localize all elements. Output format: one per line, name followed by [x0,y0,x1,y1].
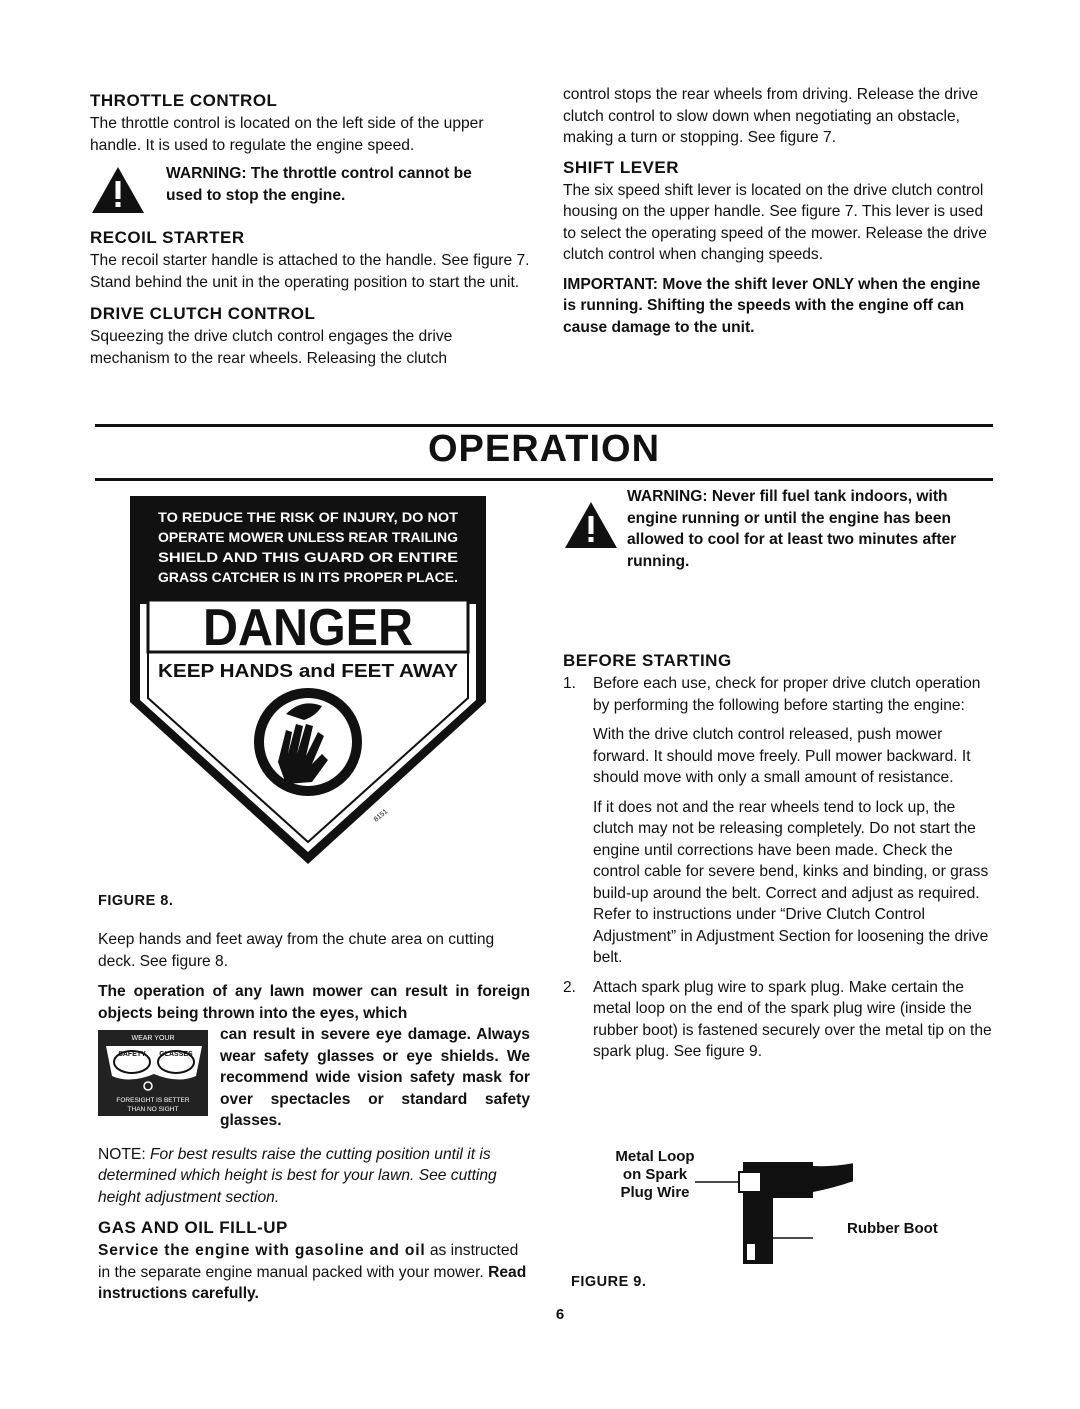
figure-9-callout-rubber-boot: Rubber Boot [847,1220,938,1237]
gas-heading: GAS AND OIL FILL-UP [98,1218,288,1237]
before-starting-list [563,673,995,1063]
list-item [563,673,995,969]
callout-line-1: Metal Loop [615,1148,695,1165]
danger-line-1: TO REDUCE THE RISK OF INJURY, DO NOT [158,509,459,525]
clutch-continued-text: control stops the rear wheels from driving. Release the drive clutch control to slow down when negotiating an obstacle, making a turn or stopping. See figure 7. [563,86,979,146]
gas-text-c: Read instructions carefully. [98,1263,527,1302]
gas-text-a: Service the engine with gasoline and oil [98,1242,426,1259]
drive-clutch-text: Squeezing the drive clutch control engages the drive mechanism to the rear wheels. Releasing the clutch [90,328,453,367]
page-number: 6 [555,1306,565,1323]
callout-line-2: on Spark [622,1166,688,1183]
list-item [563,977,995,1063]
badge-bottom-text-2: THAN NO SIGHT [127,1106,179,1113]
throttle-warning-text: WARNING: The throttle control cannot be used to stop the engine. [166,165,472,204]
title-rule-bottom [95,478,993,481]
page-title: OPERATION [427,428,661,470]
danger-code: 8151 [372,808,390,824]
drive-clutch-heading: DRIVE CLUTCH CONTROL [90,304,316,323]
eye-warning-text: can result in severe eye damage. Always wear safety glasses or eye shields. We recommend wide vision safety mask for over spectacles or standard safety glasses. [220,1026,530,1129]
figure-9-callout-metal-loop [605,1148,705,1202]
fuel-warning-text: WARNING: Never fill fuel tank indoors, with engine running or until the engine has been allowed to cool for at least two minutes after running. [627,488,957,570]
warning-triangle-icon [563,500,619,550]
throttle-heading: THROTTLE CONTROL [90,91,278,110]
hand-blade-icon [254,688,362,796]
spark-plug-boot-illustration [693,1148,853,1268]
danger-word: DANGER [203,599,413,657]
figure-9 [563,1148,1003,1338]
item-1-para-3: If it does not and the rear wheels tend to lock up, the clutch may not be releasing completely. Do not start the engine until corrections have been made. Check the control cable for severe bend, kinks and binding, or grass build-up around the belt. Correct and adjust as required. Refer to instructions under “Drive Clutch Control Adjustment” in Adjustment Section for loosening the drive belt. [593,798,989,966]
left-column-bottom [98,893,530,1305]
item-1-text: Before each use, check for proper drive clutch operation by performing the following before starting the engine: [593,675,981,714]
throttle-text: The throttle control is located on the left side of the upper handle. It is used to regulate the engine speed. [90,115,484,154]
recoil-text: The recoil starter handle is attached to the handle. See figure 7. Stand behind the unit in the operating position to start the unit. [90,252,530,291]
shift-text: The six speed shift lever is located on the drive clutch control housing on the upper handle. See figure 7. This lever is used to select the operating speed of the mower. Release the drive clutch control when changing speeds. [563,181,987,263]
before-starting-heading: BEFORE STARTING [563,651,732,670]
left-column-top [90,90,530,369]
item-2-text: Attach spark plug wire to spark plug. Make certain the metal loop on the end of the spark plug wire (inside the rubber boot) is fastened securely over the metal tip on the spark plug. See figure 9. [593,978,992,1060]
gas-paragraph [98,1240,530,1305]
item-1-para-2: With the drive clutch control released, push mower forward. It should move freely. Pull mower backward. It should move with only a small amount of resistance. [593,726,971,786]
danger-label [126,492,490,870]
title-rule-top [95,424,993,427]
figure-9-label: FIGURE 9. [571,1274,647,1290]
badge-top-text: WEAR YOUR [131,1035,175,1042]
callout-line-3: Plug Wire [620,1184,690,1201]
right-column-top [563,84,993,338]
shift-heading: SHIFT LEVER [563,157,680,177]
right-column-bottom [563,486,995,1063]
danger-line-4: GRASS CATCHER IS IN ITS PROPER PLACE. [158,569,458,585]
badge-safety-text: SAFETY [118,1051,146,1058]
throttle-warning [90,165,530,215]
keep-away-text: KEEP HANDS and FEET AWAY [158,661,458,681]
note-text: For best results raise the cutting position until it is determined which height is best for your lawn. See cutting height adjustment section. [98,1145,497,1206]
figure-8-label: FIGURE 8. [98,893,174,909]
note-paragraph [98,1144,530,1209]
list-item-number: 1. [563,675,577,692]
safety-glasses-badge-icon [98,1030,210,1116]
figure-8-text: Keep hands and feet away from the chute area on cutting deck. See figure 8. [98,931,495,970]
badge-bottom-text-1: FORESIGHT IS BETTER [116,1097,190,1104]
list-item-number: 2. [563,978,577,996]
recoil-heading: RECOIL STARTER [90,228,245,247]
badge-glasses-text: GLASSES [159,1051,193,1058]
shift-important: IMPORTANT: Move the shift lever ONLY when the engine is running. Shifting the speeds with the engine off can cause damage to the unit. [563,275,981,336]
fuel-warning [563,486,995,572]
note-label: NOTE: [98,1145,146,1163]
eye-warning-lead: The operation of any lawn mower can result in foreign objects being thrown into the eyes, which [98,983,530,1022]
danger-line-2: OPERATE MOWER UNLESS REAR TRAILING [158,529,459,545]
gas-text-b: as instructed in the separate engine manual packed with your mower. [98,1242,519,1281]
eye-warning-block [98,1024,530,1132]
danger-line-3: SHIELD AND THIS GUARD OR ENTIRE [158,549,458,565]
warning-triangle-icon [90,165,146,215]
